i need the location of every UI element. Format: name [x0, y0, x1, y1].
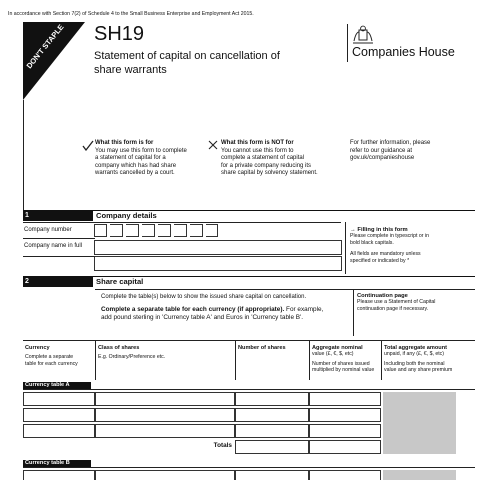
col-nominal-title: Aggregate nominal: [312, 345, 363, 351]
brand-name: Companies House: [352, 45, 455, 59]
what-for-heading: What this form is for: [95, 140, 154, 146]
unpaid-shaded: [383, 470, 456, 480]
company-name-label: Company name in full: [24, 243, 83, 249]
company-number-digit[interactable]: [158, 224, 171, 237]
number-cell[interactable]: [235, 470, 309, 480]
info-line: gov.uk/companieshouse: [350, 155, 415, 162]
col-number: [238, 345, 308, 351]
total-number-cell[interactable]: [235, 440, 309, 454]
what-for-line: a statement of capital for a: [95, 155, 166, 162]
not-for-line: share capital by solvency statement.: [221, 170, 318, 177]
what-for-line: warrants cancelled by a court.: [95, 170, 175, 177]
form-title-line: Statement of capital on cancellation of: [94, 50, 280, 62]
company-number-digit[interactable]: [110, 224, 123, 237]
company-number-digit[interactable]: [174, 224, 187, 237]
separate-bold: Complete a separate table for each currency (if appropriate).: [101, 306, 285, 313]
col-unpaid-title: Total aggregate amount: [384, 345, 447, 351]
filling-note: [350, 227, 476, 264]
currency-cell[interactable]: [23, 408, 95, 422]
col-unpaid-title: unpaid, if any (£, €, $, etc): [384, 351, 444, 358]
mandatory-line: All fields are mandatory unless: [350, 251, 421, 258]
totals-label: Totals: [213, 442, 232, 449]
unpaid-shaded: [383, 392, 456, 454]
filling-line: bold black capitals.: [350, 239, 394, 246]
arrow-right-icon: →: [350, 227, 358, 233]
section-number: 2: [23, 277, 93, 287]
col-unpaid-sub: Including both the nominal: [384, 360, 445, 367]
col-class: [98, 345, 233, 361]
company-number-digit[interactable]: [126, 224, 139, 237]
col-number-title: Number of shares: [238, 345, 286, 351]
not-for-heading: What this form is NOT for: [221, 140, 294, 146]
continuation-heading: Continuation page: [357, 293, 408, 299]
further-info: [350, 140, 475, 163]
info-line: For further information, please: [350, 140, 431, 146]
filling-line: Please complete in typescript or in: [350, 233, 430, 240]
col-class-title: Class of shares: [98, 345, 140, 351]
currency-table-b-label: Currency table B: [23, 460, 91, 467]
col-currency-title: Currency: [25, 345, 50, 351]
col-unpaid: [384, 345, 476, 374]
continuation-line: continuation page if necessary.: [357, 305, 429, 312]
number-cell[interactable]: [235, 392, 309, 406]
cross-icon: [208, 140, 218, 150]
form-title: [94, 49, 280, 77]
nominal-cell[interactable]: [309, 424, 381, 438]
section-title: Share capital: [96, 277, 144, 286]
separate-line2: add pound sterling in 'Currency table A' and Euros in 'Currency table B'.: [101, 314, 304, 322]
section-title: Company details: [96, 211, 157, 220]
col-nominal: [312, 345, 382, 374]
number-cell[interactable]: [235, 424, 309, 438]
filling-heading: Filling in this form: [357, 227, 408, 233]
company-number-label: Company number: [24, 227, 72, 233]
company-number-digit[interactable]: [190, 224, 203, 237]
col-nominal-sub: Number of shares issued: [312, 360, 370, 367]
separate-note: [101, 306, 353, 323]
company-name-field-line2[interactable]: [94, 256, 342, 271]
currency-cell[interactable]: [23, 392, 95, 406]
continuation-line: Please use a Statement of Capital: [357, 299, 436, 306]
class-cell[interactable]: [95, 408, 235, 422]
what-for-line: You may use this form to complete: [95, 147, 187, 154]
col-class-sub: E.g. Ordinary/Preference etc.: [98, 354, 166, 361]
nominal-cell[interactable]: [309, 470, 381, 480]
info-line: refer to our guidance at: [350, 147, 413, 154]
currency-table-a-label: Currency table A: [23, 382, 91, 389]
total-nominal-cell[interactable]: [309, 440, 381, 454]
col-nominal-sub: multiplied by nominal value: [312, 367, 375, 374]
royal-crest-icon: [352, 25, 374, 45]
section-number: 1: [23, 211, 93, 221]
instruction: Complete the table(s) below to show the issued share capital on cancellation.: [101, 294, 307, 300]
class-cell[interactable]: [95, 424, 235, 438]
not-for-line: for a private company reducing its: [221, 162, 312, 169]
form-code: SH19: [94, 23, 145, 45]
class-cell[interactable]: [95, 470, 235, 480]
mandatory-line: specified or indicated by *: [350, 257, 410, 264]
col-currency: [25, 345, 93, 367]
currency-cell[interactable]: [23, 470, 95, 480]
col-unpaid-sub: value and any share premium: [384, 367, 453, 374]
what-for-block: [95, 140, 213, 178]
col-currency-sub: table for each currency: [25, 360, 78, 367]
company-number-digit[interactable]: [142, 224, 155, 237]
number-cell[interactable]: [235, 408, 309, 422]
dont-staple-text: DON'T STAPLE: [24, 22, 66, 71]
continuation-note: [357, 293, 475, 312]
company-name-field[interactable]: [94, 240, 342, 255]
company-number-digit[interactable]: [206, 224, 218, 237]
col-nominal-title: value (£, €, $, etc): [312, 351, 354, 358]
not-for-line: complete a statement of capital: [221, 155, 305, 162]
currency-cell[interactable]: [23, 424, 95, 438]
legal-note: In accordance with Section 7(2) of Schedule 4 to the Small Business Enterprise and Employment Act 2015.: [8, 11, 254, 17]
nominal-cell[interactable]: [309, 392, 381, 406]
not-for-line: You cannot use this form to: [221, 147, 294, 154]
what-for-line: company which has had share: [95, 162, 177, 169]
class-cell[interactable]: [95, 392, 235, 406]
form-title-line: share warrants: [94, 64, 167, 76]
not-for-block: [221, 140, 346, 178]
col-currency-sub: Complete a separate: [25, 354, 74, 361]
separate-rest: For example,: [284, 306, 324, 313]
dont-staple-corner: [23, 22, 85, 100]
company-number-digit[interactable]: [94, 224, 107, 237]
checkmark-icon: [82, 140, 94, 151]
nominal-cell[interactable]: [309, 408, 381, 422]
